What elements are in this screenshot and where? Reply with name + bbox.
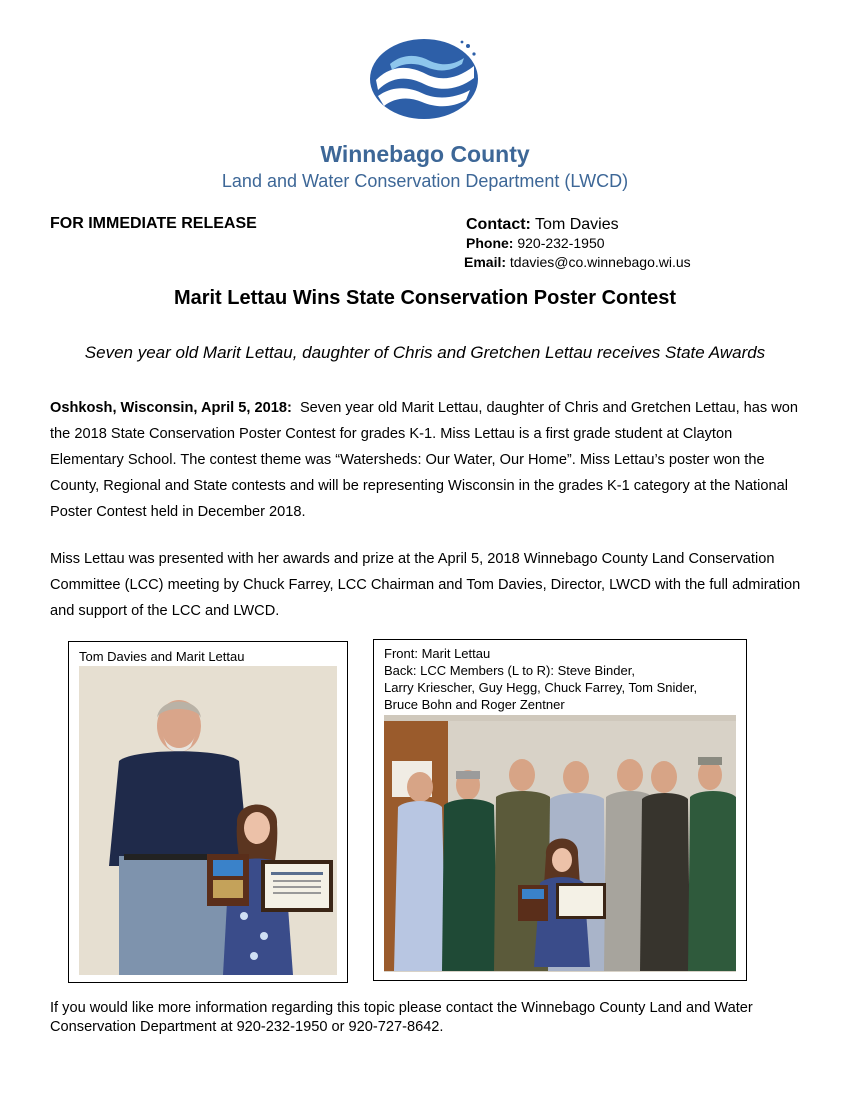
- subheadline: Seven year old Marit Lettau, daughter of Chris and Gretchen Lettau receives State Awards: [84, 343, 766, 362]
- photo-2-caption-line-4: Bruce Bohn and Roger Zentner: [384, 697, 565, 712]
- body-paragraph-1: [50, 395, 810, 525]
- contact-block: [466, 215, 691, 272]
- photo-2-caption: [384, 645, 697, 713]
- contact-label: Contact:: [466, 216, 531, 233]
- photo-lcc-members-group: [384, 715, 736, 972]
- photo-box-1: [68, 641, 348, 983]
- county-logo: [370, 36, 480, 120]
- contact-phone: 920-232-1950: [517, 235, 605, 251]
- department-name: Land and Water Conservation Department (LWCD): [221, 171, 629, 191]
- footer-contact-note: If you would like more information regarding this topic please contact the Winnebago County Land and Water Conservation Department at 920-232-1950 or 920-727-8642.: [50, 1000, 753, 1035]
- headline: Marit Lettau Wins State Conservation Poster Contest: [173, 287, 677, 309]
- photo-2-caption-line-2: Back: LCC Members (L to R): Steve Binder,: [384, 663, 635, 678]
- dateline: Oshkosh, Wisconsin, April 5, 2018:: [50, 400, 292, 416]
- photo-box-2: [373, 639, 747, 981]
- water-wave-logo-icon: [370, 36, 480, 120]
- photo-1-caption: Tom Davies and Marit Lettau: [79, 649, 245, 664]
- body-paragraph-2: Miss Lettau was presented with her awards and prize at the April 5, 2018 Winnebago County Land Conservation Committee (LCC) meeting by Chuck Farrey, LCC Chairman and Tom Davies, Director, LWCD with the full admiration and support of the LCC and LWCD.: [50, 551, 801, 619]
- release-label: FOR IMMEDIATE RELEASE: [50, 215, 257, 232]
- photo-tom-davies-marit-lettau: [79, 666, 337, 975]
- photo-2-caption-line-1: Front: Marit Lettau: [384, 646, 491, 661]
- photo-2-caption-line-3: Larry Kriescher, Guy Hegg, Chuck Farrey, Tom Snider,: [384, 680, 698, 695]
- email-label: Email:: [464, 254, 507, 270]
- phone-label: Phone:: [466, 235, 514, 251]
- contact-email: tdavies@co.winnebago.wi.us: [509, 254, 691, 270]
- paragraph-1-text: Seven year old Marit Lettau, daughter of Chris and Gretchen Lettau, has won the 2018 State Conservation Poster Contest for grades K-1. Miss Lettau is a first grade student at Clayton Elementary School. The contest theme was “Watersheds: Our Water, Our Home”. Miss Lettau’s poster won the County, Regional and State contests and will be representing Wisconsin in the grades K-1 category at the National Poster Contest held in December 2018.: [50, 400, 799, 520]
- contact-name: Tom Davies: [535, 216, 619, 233]
- county-name: Winnebago County: [320, 141, 530, 167]
